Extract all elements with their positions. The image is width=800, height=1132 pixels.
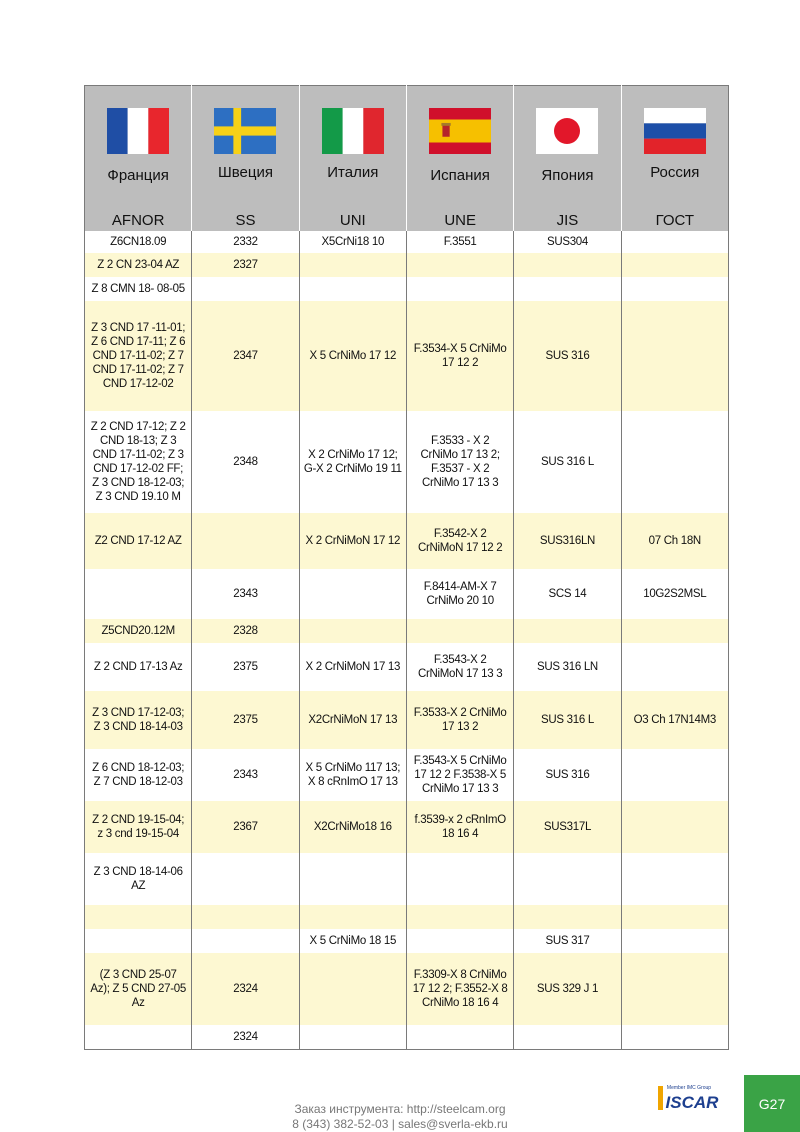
cell-afnor	[85, 905, 192, 929]
table-row	[85, 643, 729, 691]
cell-afnor: Z5CND20.12M	[85, 619, 192, 643]
cell-une	[406, 853, 513, 905]
cell-afnor	[85, 929, 192, 953]
cell-uni: X 2 CrNiMoN 17 13	[299, 643, 406, 691]
cell-ss: 2347	[192, 301, 299, 411]
cell-uni: X5CrNi18 10	[299, 231, 406, 253]
cell-gost	[621, 749, 728, 801]
cell-une: f.3539-x 2 cRnImO 18 16 4	[406, 801, 513, 853]
header-italy	[299, 86, 406, 232]
cell-afnor	[85, 569, 192, 619]
cell-ss: 2375	[192, 691, 299, 749]
logo-tagline: Member IMC Group	[666, 1085, 712, 1091]
cell-jis	[514, 853, 621, 905]
table-row	[85, 953, 729, 1025]
cell-uni	[299, 619, 406, 643]
cell-gost	[621, 929, 728, 953]
header-spain	[406, 86, 513, 232]
table-row	[85, 905, 729, 929]
cell-une: F.3309-X 8 CrNiMo 17 12 2; F.3552-X 8 CrNiMo 18 16 4	[406, 953, 513, 1025]
steel-grades-table	[84, 85, 729, 1050]
cell-gost	[621, 619, 728, 643]
cell-ss: 2324	[192, 953, 299, 1025]
cell-jis	[514, 905, 621, 929]
cell-afnor: Z 2 CND 17-13 Az	[85, 643, 192, 691]
cell-une	[406, 253, 513, 277]
cell-une: F.3533 - X 2 CrNiMo 17 13 2; F.3537 - X 2 CrNiMo 17 13 3	[406, 411, 513, 513]
cell-gost	[621, 643, 728, 691]
standard-label: JIS	[556, 212, 579, 229]
cell-uni: X2CrNiMo18 16	[299, 801, 406, 853]
cell-gost: 10G2S2MSL	[621, 569, 728, 619]
italy-flag-icon	[322, 108, 384, 154]
cell-afnor: Z 3 CND 17 -11-01; Z 6 CND 17-11; Z 6 CND 17-11-02; Z 7 CND 17-11-02; Z 7 CND 17-12-02	[85, 301, 192, 411]
cell-ss	[192, 853, 299, 905]
cell-jis: SCS 14	[514, 569, 621, 619]
cell-une	[406, 277, 513, 301]
cell-uni: X 2 CrNiMoN 17 12	[299, 513, 406, 569]
cell-uni	[299, 277, 406, 301]
standard-label: UNI	[339, 212, 366, 229]
cell-gost	[621, 253, 728, 277]
cell-ss: 2375	[192, 643, 299, 691]
header-russia	[621, 86, 728, 232]
cell-gost	[621, 853, 728, 905]
header-japan	[514, 86, 621, 232]
cell-ss	[192, 277, 299, 301]
cell-ss: 2367	[192, 801, 299, 853]
table-row	[85, 1025, 729, 1049]
cell-ss: 2332	[192, 231, 299, 253]
cell-ss: 2327	[192, 253, 299, 277]
cell-ss: 2343	[192, 749, 299, 801]
cell-afnor: Z 2 CND 19-15-04; z 3 cnd 19-15-04	[85, 801, 192, 853]
cell-afnor: Z 2 CN 23-04 AZ	[85, 253, 192, 277]
cell-ss: 2343	[192, 569, 299, 619]
cell-uni: X 5 CrNiMo 17 12	[299, 301, 406, 411]
cell-jis: SUS 316	[514, 301, 621, 411]
russia-flag-icon	[644, 108, 706, 154]
cell-une	[406, 905, 513, 929]
cell-uni	[299, 1025, 406, 1049]
cell-afnor: Z 6 CND 18-12-03; Z 7 CND 18-12-03	[85, 749, 192, 801]
country-label: Япония	[541, 167, 594, 184]
cell-jis	[514, 277, 621, 301]
cell-gost	[621, 1025, 728, 1049]
table-row	[85, 301, 729, 411]
table-row	[85, 277, 729, 301]
cell-jis	[514, 253, 621, 277]
cell-uni: X2CrNiMoN 17 13	[299, 691, 406, 749]
page-number-badge: G27	[744, 1075, 800, 1132]
footer-order-line: Заказ инструмента: http://steelcam.org	[294, 1102, 506, 1116]
footer-contact-line: 8 (343) 382-52-03 | sales@sverla-ekb.ru	[292, 1117, 508, 1131]
table-row	[85, 231, 729, 253]
cell-une	[406, 619, 513, 643]
cell-une: F.3533-X 2 CrNiMo 17 13 2	[406, 691, 513, 749]
cell-afnor: Z6CN18.09	[85, 231, 192, 253]
cell-uni	[299, 569, 406, 619]
france-flag-icon	[107, 108, 169, 154]
cell-une: F.3543-X 5 CrNiMo 17 12 2 F.3538-X 5 CrNiMo 17 13 3	[406, 749, 513, 801]
country-label: Испания	[430, 167, 490, 184]
spain-flag-icon	[429, 108, 491, 154]
cell-gost	[621, 301, 728, 411]
cell-afnor: Z 3 CND 18-14-06 AZ	[85, 853, 192, 905]
cell-uni: X 5 CrNiMo 117 13; X 8 cRnImO 17 13	[299, 749, 406, 801]
cell-gost	[621, 801, 728, 853]
cell-ss	[192, 513, 299, 569]
table-row	[85, 749, 729, 801]
cell-ss: 2324	[192, 1025, 299, 1049]
cell-gost	[621, 411, 728, 513]
cell-uni: X 5 CrNiMo 18 15	[299, 929, 406, 953]
cell-ss	[192, 929, 299, 953]
table-row	[85, 929, 729, 953]
cell-uni	[299, 953, 406, 1025]
sweden-flag-icon	[214, 108, 276, 154]
header-france	[85, 86, 192, 232]
cell-gost: O3 Ch 17N14M3	[621, 691, 728, 749]
cell-uni	[299, 253, 406, 277]
table-row	[85, 619, 729, 643]
cell-jis: SUS 316	[514, 749, 621, 801]
table-row	[85, 253, 729, 277]
cell-jis: SUS 316 L	[514, 691, 621, 749]
table-row	[85, 691, 729, 749]
cell-jis: SUS317L	[514, 801, 621, 853]
table-row	[85, 853, 729, 905]
cell-une	[406, 1025, 513, 1049]
cell-une: F.8414-AM-X 7 CrNiMo 20 10	[406, 569, 513, 619]
cell-une: F.3543-X 2 CrNiMoN 17 13 3	[406, 643, 513, 691]
cell-gost	[621, 953, 728, 1025]
standard-label: SS	[235, 212, 256, 229]
cell-gost	[621, 231, 728, 253]
cell-jis: SUS304	[514, 231, 621, 253]
cell-afnor	[85, 1025, 192, 1049]
country-label: Швеция	[218, 164, 273, 181]
cell-afnor: (Z 3 CND 25-07 Az); Z 5 CND 27-05 Az	[85, 953, 192, 1025]
cell-afnor: Z 2 CND 17-12; Z 2 CND 18-13; Z 3 CND 17-11-02; Z 3 CND 17-12-02 FF; Z 3 CND 18-12-03; Z 3 CND 19.10 M	[85, 411, 192, 513]
cell-jis: SUS316LN	[514, 513, 621, 569]
country-label: Италия	[327, 164, 379, 181]
cell-uni	[299, 853, 406, 905]
cell-une: F.3551	[406, 231, 513, 253]
cell-afnor: Z2 CND 17-12 AZ	[85, 513, 192, 569]
cell-jis	[514, 1025, 621, 1049]
table-header-row	[85, 86, 729, 232]
table-row	[85, 569, 729, 619]
country-label: Франция	[107, 167, 169, 184]
logo-brand: ISCAR	[665, 1093, 719, 1112]
cell-ss	[192, 905, 299, 929]
cell-gost: 07 Ch 18N	[621, 513, 728, 569]
cell-une: F.3542-X 2 CrNiMoN 17 12 2	[406, 513, 513, 569]
cell-jis	[514, 619, 621, 643]
steel-grades-table-container	[84, 85, 728, 1050]
table-row	[85, 513, 729, 569]
cell-jis: SUS 329 J 1	[514, 953, 621, 1025]
iscar-logo-icon	[658, 1082, 720, 1114]
cell-jis: SUS 316 LN	[514, 643, 621, 691]
cell-uni: X 2 CrNiMo 17 12; G-X 2 CrNiMo 19 11	[299, 411, 406, 513]
table-row	[85, 411, 729, 513]
country-label: Россия	[650, 164, 700, 181]
cell-afnor: Z 3 CND 17-12-03; Z 3 CND 18-14-03	[85, 691, 192, 749]
japan-flag-icon	[536, 108, 598, 154]
cell-jis: SUS 317	[514, 929, 621, 953]
cell-une	[406, 929, 513, 953]
standard-label: AFNOR	[111, 212, 165, 229]
cell-uni	[299, 905, 406, 929]
cell-jis: SUS 316 L	[514, 411, 621, 513]
standard-label: ГОСТ	[655, 212, 695, 229]
standard-label: UNE	[444, 212, 476, 229]
table-row	[85, 801, 729, 853]
cell-gost	[621, 905, 728, 929]
header-sweden	[192, 86, 299, 232]
cell-une: F.3534-X 5 CrNiMo 17 12 2	[406, 301, 513, 411]
cell-ss: 2328	[192, 619, 299, 643]
cell-gost	[621, 277, 728, 301]
cell-ss: 2348	[192, 411, 299, 513]
cell-afnor: Z 8 CMN 18- 08-05	[85, 277, 192, 301]
